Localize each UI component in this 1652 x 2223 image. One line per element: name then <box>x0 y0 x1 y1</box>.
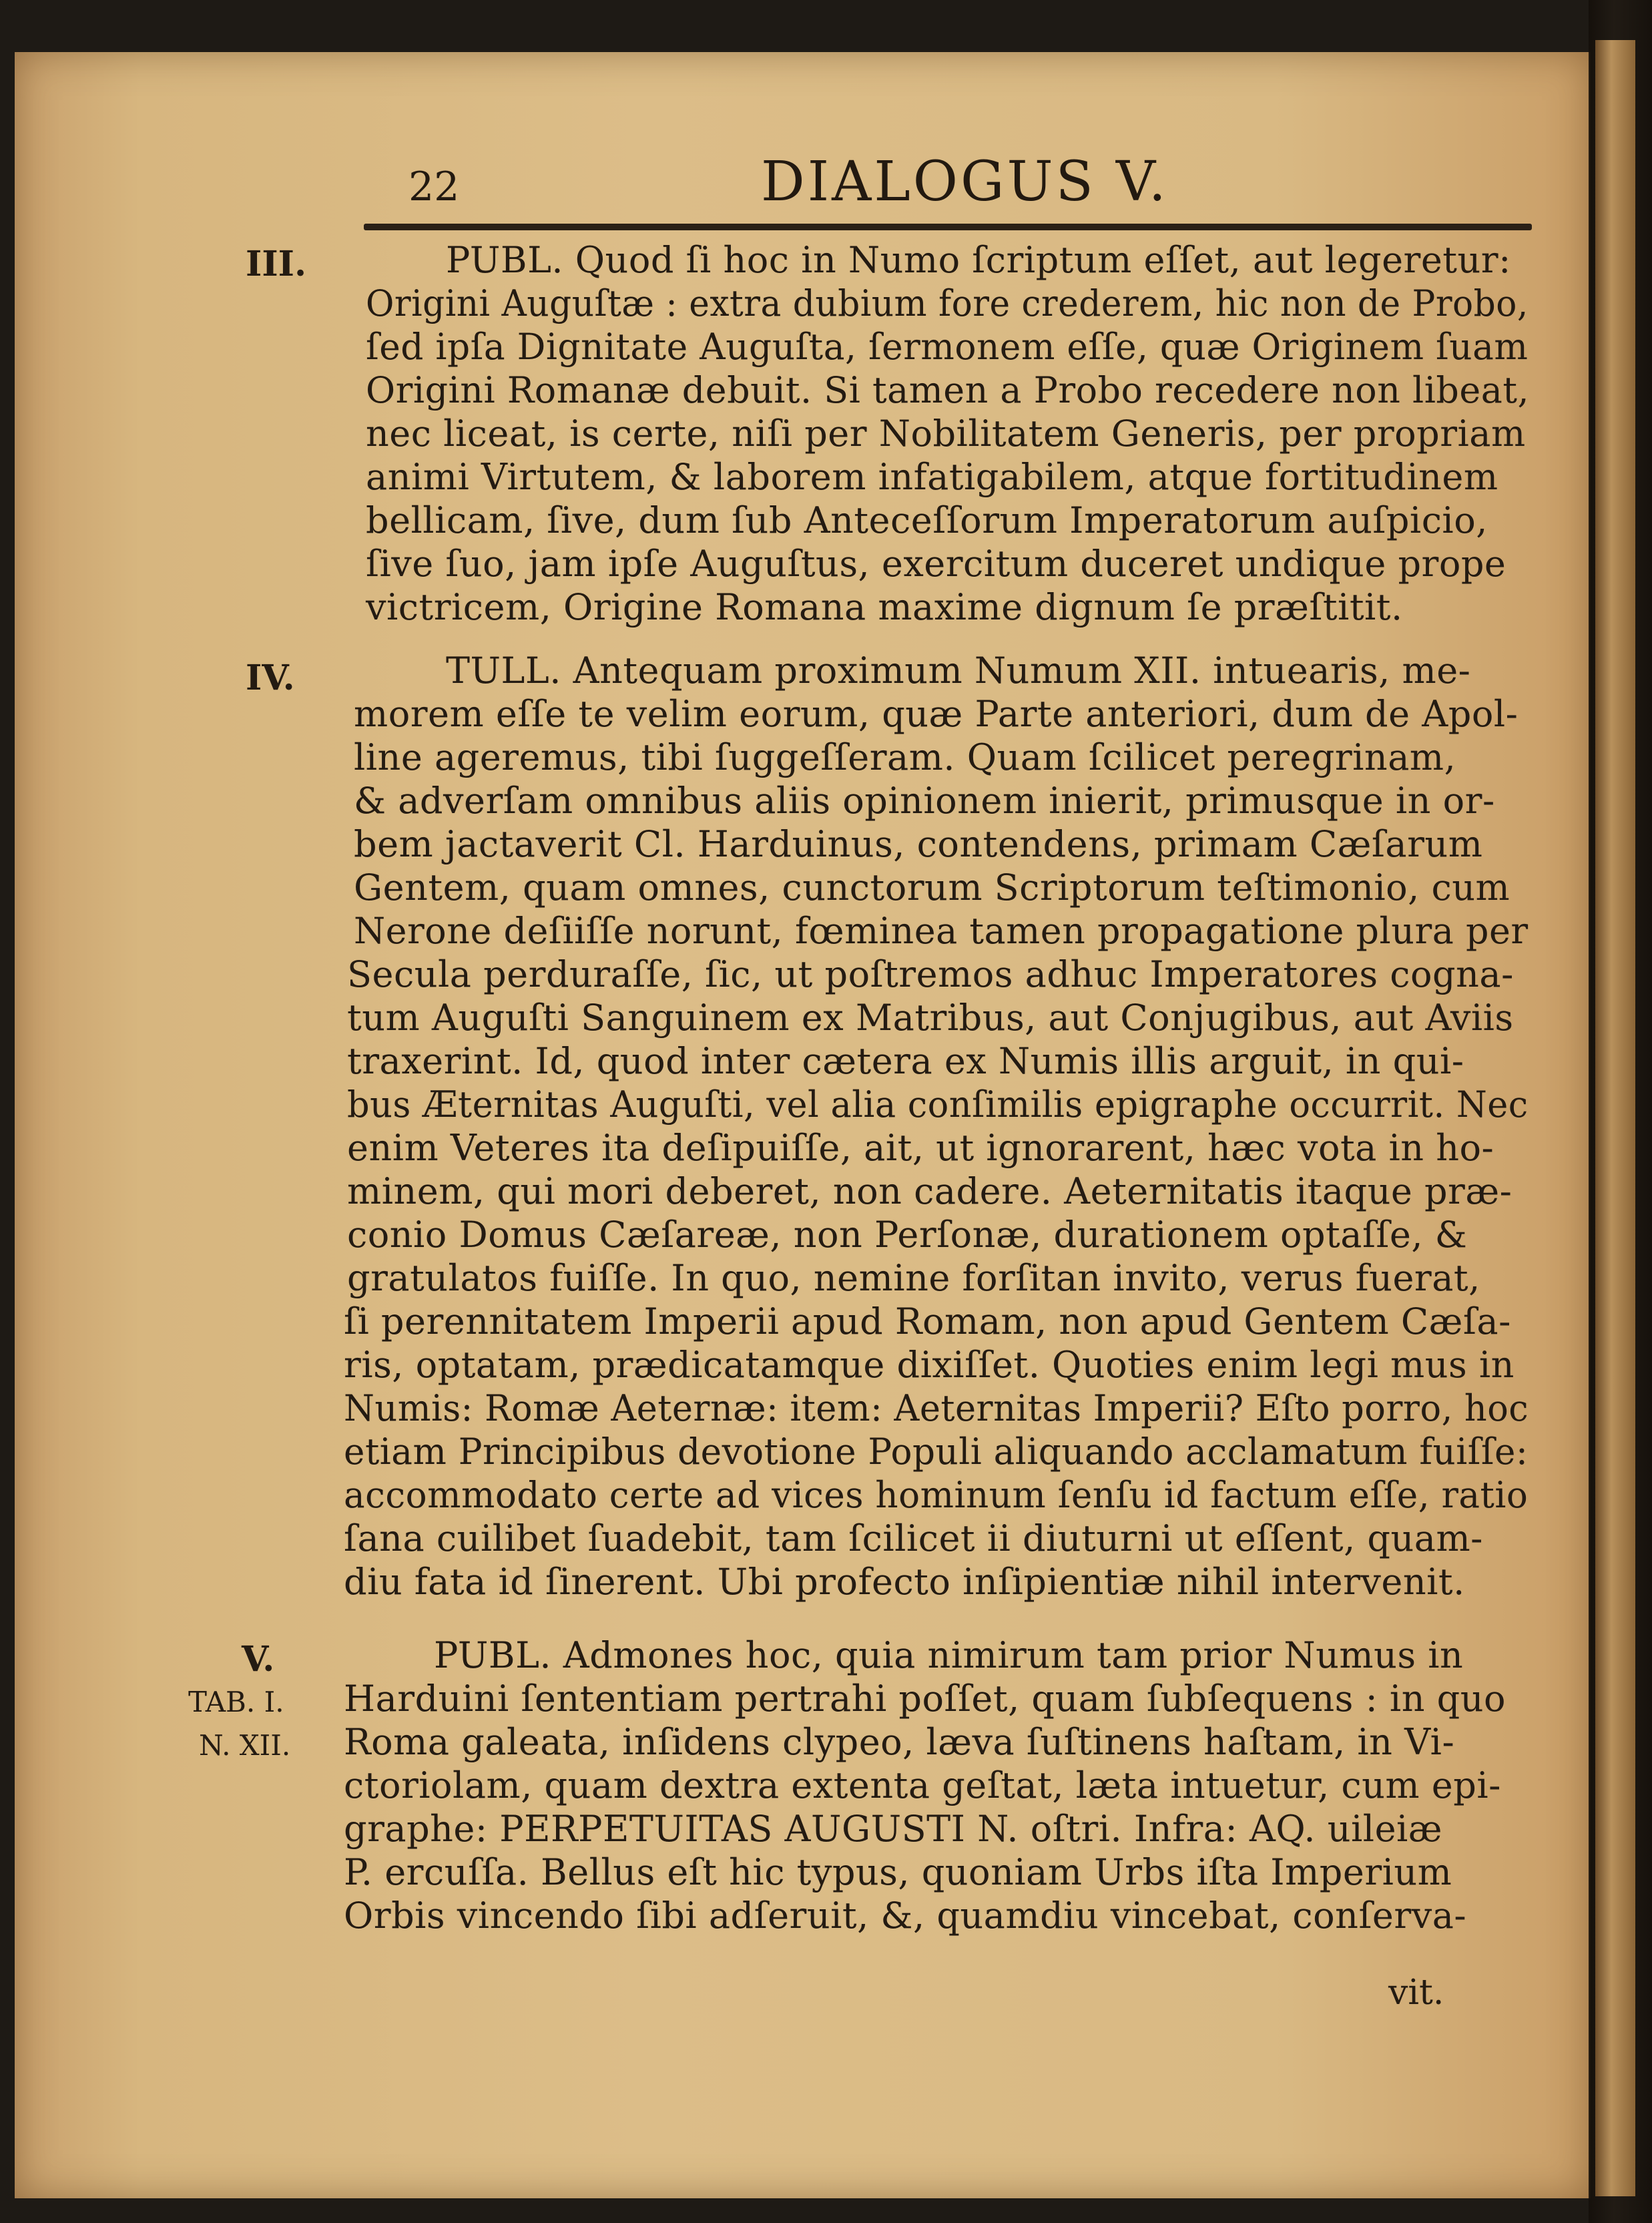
text-line: graphe: PERPETUITAS AUGUSTI N. oſtri. Infra: AQ. uileiæ <box>344 1808 1443 1850</box>
text-line: ſana cuilibet ſuadebit, tam ſcilicet ii diuturni ut eſſent, quam- <box>344 1517 1483 1559</box>
text-line: tum Auguſti Sanguinem ex Matribus, aut Conjugibus, aut Aviis <box>347 997 1514 1039</box>
text-line: ſi perennitatem Imperii apud Romam, non apud Gentem Cæſa- <box>344 1300 1511 1342</box>
text-line: P. ercuſſa. Bellus eſt hic typus, quoniam Urbs iſta Imperium <box>344 1851 1452 1893</box>
text-line: morem eſſe te velim eorum, quæ Parte anteriori, dum de Apol- <box>354 693 1519 735</box>
text-line: enim Veteres ita deſipuiſſe, ait, ut ignorarent, hæc vota in ho- <box>347 1127 1494 1169</box>
catchword: vit. <box>1388 1973 1444 2013</box>
text-line: diu fata id ſinerent. Ubi profecto inſipientiæ nihil intervenit. <box>344 1561 1465 1603</box>
text-line: TULL. Antequam proximum Numum XII. intuearis, me- <box>446 650 1471 692</box>
text-line: victricem, Origine Romana maxime dignum ſe præſtitit. <box>366 586 1403 628</box>
text-line: & adverſam omnibus aliis opinionem inierit, primusque in or- <box>354 780 1495 822</box>
text-line: accommodato certe ad vices hominum ſenſu id factum eſſe, ratio <box>344 1474 1529 1516</box>
text-line: Nerone deſiiſſe norunt, fœminea tamen propagatione plura per <box>354 910 1529 952</box>
text-line: bus Æternitas Auguſti, vel alia conſimilis epigraphe occurrit. Nec <box>347 1083 1529 1126</box>
margin-label-v: V. <box>242 1639 275 1680</box>
text-line: PUBL. Quod ſi hoc in Numo ſcriptum eſſet, aut legeretur: <box>446 239 1511 281</box>
text-line: Secula perduraſſe, ſic, ut poſtremos adhuc Imperatores cogna- <box>347 953 1514 995</box>
text-line: Origini Auguſtæ : extra dubium fore crederem, hic non de Probo, <box>366 282 1529 324</box>
text-line: ris, optatam, prædicatamque dixiſſet. Quoties enim legi mus in <box>344 1344 1515 1386</box>
text-line: etiam Principibus devotione Populi aliquando acclamatum fuiſſe: <box>344 1431 1529 1473</box>
text-line: bem jactaverit Cl. Harduinus, contendens, primam Cæſarum <box>354 823 1483 865</box>
text-line: Orbis vincendo ſibi adſeruit, &, quamdiu vincebat, conſerva- <box>344 1895 1467 1937</box>
text-line: conio Domus Cæſareæ, non Perſonæ, durationem optaſſe, & <box>347 1214 1468 1256</box>
text-line: Numis: Romæ Aeternæ: item: Aeternitas Imperii? Eſto porro, hoc <box>344 1387 1529 1429</box>
text-line: ſive ſuo, jam ipſe Auguſtus, exercitum duceret undique prope <box>366 543 1506 585</box>
running-head: DIALOGUS V. <box>761 150 1169 214</box>
text-line: Roma galeata, inſidens clypeo, læva ſuſtinens haſtam, in Vi- <box>344 1721 1455 1763</box>
margin-label-n: N. XII. <box>199 1729 291 1762</box>
text-line: bellicam, ſive, dum ſub Anteceſſorum Imperatorum auſpicio, <box>366 499 1488 541</box>
page-number: 22 <box>408 164 460 210</box>
page-header <box>0 150 1652 214</box>
margin-label-iii: III. <box>246 244 307 284</box>
text-line: minem, qui mori deberet, non cadere. Aeternitatis itaque præ- <box>347 1170 1512 1212</box>
text-line: Gentem, quam omnes, cunctorum Scriptorum teſtimonio, cum <box>354 867 1510 909</box>
page-edge <box>1595 40 1635 2196</box>
text-line: ctoriolam, quam dextra extenta geſtat, læta intuetur, cum epi- <box>344 1764 1501 1806</box>
text-line: line ageremus, tibi ſuggeſſeram. Quam ſcilicet peregrinam, <box>354 736 1456 778</box>
text-line: traxerint. Id, quod inter cætera ex Numis illis arguit, in qui- <box>347 1040 1464 1082</box>
text-line: ſed ipſa Dignitate Auguſta, ſermonem eſſe, quæ Originem ſuam <box>366 326 1529 368</box>
header-rule <box>364 224 1532 230</box>
text-line: gratulatos fuiſſe. In quo, nemine forſitan invito, verus fuerat, <box>347 1257 1480 1299</box>
margin-label-iv: IV. <box>246 658 295 698</box>
margin-label-tab: TAB. I. <box>188 1686 284 1718</box>
text-line: nec liceat, is certe, niſi per Nobilitatem Generis, per propriam <box>366 413 1526 455</box>
text-line: Harduini ſententiam pertrahi poſſet, quam ſubſequens : in quo <box>344 1678 1506 1720</box>
text-line: Origini Romanæ debuit. Si tamen a Probo recedere non libeat, <box>366 369 1530 411</box>
text-line: PUBL. Admones hoc, quia nimirum tam prior Numus in <box>434 1634 1464 1676</box>
text-line: animi Virtutem, & laborem infatigabilem, atque fortitudinem <box>366 456 1498 498</box>
